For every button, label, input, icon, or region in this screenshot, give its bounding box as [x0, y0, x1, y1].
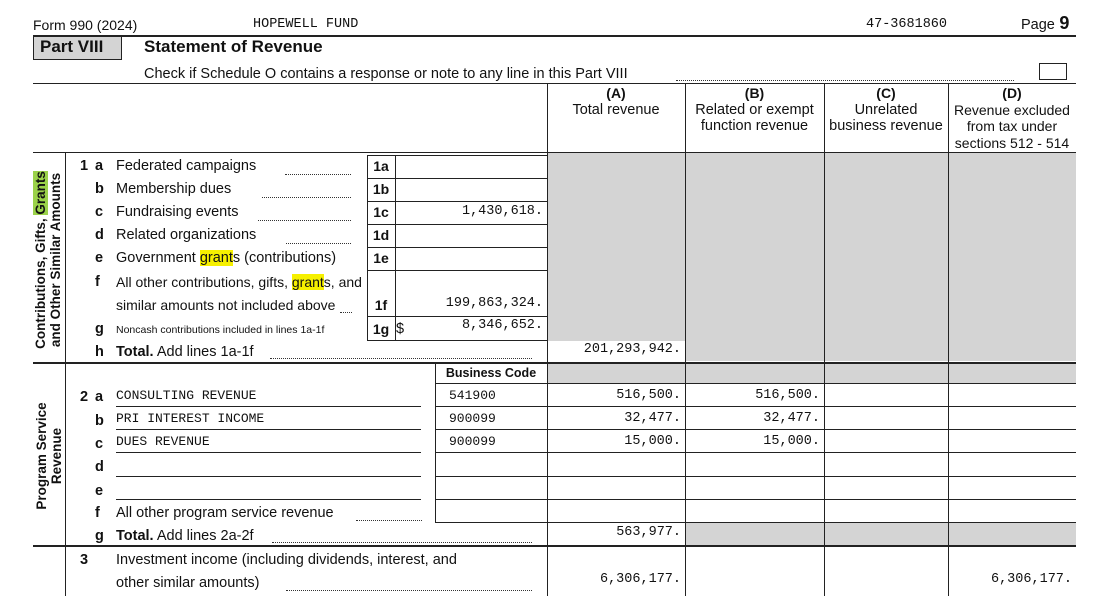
row-2f-text: All other program service revenue	[116, 505, 334, 521]
row-2b-total[interactable]: 32,477.	[624, 411, 681, 426]
ein: 47-3681860	[866, 17, 948, 32]
row-2a-total[interactable]: 516,500.	[616, 388, 681, 403]
row-1f-letter: f	[95, 274, 100, 290]
side-label-program-line1: Program Service	[34, 402, 49, 510]
row-2a-bottom	[435, 406, 1076, 407]
row-2d-letter: d	[95, 459, 104, 475]
col-c-line1: Unrelated	[854, 101, 918, 118]
desc-line-2c	[116, 452, 421, 453]
side-label-contrib-hl: Grants	[33, 171, 48, 215]
section2-bottom	[33, 545, 1076, 547]
col-header-bottom	[33, 152, 1076, 153]
row-2g-total-text: Add lines 2a-2f	[156, 528, 254, 544]
row-2g-dots	[272, 542, 532, 543]
row-1d-box: 1d	[372, 227, 390, 243]
col-header-d	[948, 85, 1076, 151]
row-1h-text	[116, 344, 254, 360]
box-row-1e	[367, 247, 547, 248]
table-top-rule	[33, 83, 1076, 84]
form-label: Form 990 (2024)	[33, 17, 138, 33]
line2-number: 2	[80, 389, 89, 405]
row-1f-text-pre: All other contributions, gifts,	[116, 274, 292, 290]
row-2a-related[interactable]: 516,500.	[755, 388, 820, 403]
col-a-line1: Total revenue	[572, 101, 660, 118]
col-a-left	[547, 83, 548, 596]
row-2b-letter: b	[95, 413, 104, 429]
line1-number: 1	[80, 158, 89, 174]
row-2c-desc[interactable]: DUES REVENUE	[116, 434, 210, 449]
line3-excluded[interactable]: 6,306,177.	[990, 572, 1072, 587]
row-1e-text-hl: grant	[199, 250, 233, 266]
row-1g-dollar: $	[396, 321, 405, 337]
row-1h-total-text: Add lines 1a-1f	[156, 344, 254, 360]
row-1a-text: Federated campaigns	[116, 158, 257, 174]
row-2c-related[interactable]: 15,000.	[763, 434, 820, 449]
part-label: Part VIII	[40, 37, 104, 56]
row-1c-box: 1c	[373, 204, 389, 220]
row-1e-box: 1e	[373, 250, 389, 266]
shade-1a-1g	[547, 153, 1076, 341]
box-row-1d	[367, 224, 547, 225]
row-1f-text-line2: similar amounts not included above	[116, 297, 336, 313]
page-indicator	[1021, 13, 1069, 34]
col-d-line3: sections 512 - 514	[954, 134, 1070, 151]
shade-2g	[685, 523, 1076, 545]
row-2a-code[interactable]: 541900	[449, 388, 496, 403]
col-c-letter: (C)	[876, 85, 896, 101]
row-1c-text: Fundraising events	[116, 204, 239, 220]
desc-line-2e	[116, 499, 421, 500]
row-1d-text: Related organizations	[116, 227, 257, 243]
line3-text2: other similar amounts)	[116, 575, 260, 591]
box-row-1a	[367, 155, 547, 156]
row-2c-letter: c	[95, 436, 104, 452]
row-1f-text-post: s, and	[323, 274, 362, 290]
row-1a-dots	[285, 174, 351, 175]
page-number: 9	[1059, 13, 1070, 33]
row-2f-letter: f	[95, 505, 100, 521]
row-2b-bottom	[435, 429, 1076, 430]
row-1e-text-post: s (contributions)	[232, 250, 337, 266]
box-row-1c	[367, 201, 547, 202]
row-1f-text-hl: grant	[291, 274, 324, 290]
page-label: Page	[1021, 17, 1055, 33]
row-1b-dots	[262, 197, 351, 198]
col-c-left	[824, 83, 825, 596]
row-2a-letter: a	[95, 389, 104, 405]
schedule-o-checkbox[interactable]	[1039, 63, 1067, 80]
row-1a-letter: a	[95, 158, 104, 174]
row-1h-dots	[270, 358, 532, 359]
col-d-letter: (D)	[1002, 85, 1022, 101]
org-name: HOPEWELL FUND	[253, 17, 359, 32]
desc-line-2a	[116, 406, 421, 407]
row-1a-box: 1a	[373, 158, 389, 174]
col-b-line1: Related or exempt	[695, 101, 814, 118]
row-1g-text: Noncash contributions included in lines 1a-1f	[116, 324, 325, 336]
row-2b-desc[interactable]: PRI INTEREST INCOME	[116, 411, 265, 426]
box-row-1b	[367, 178, 547, 179]
row-1h-letter: h	[95, 344, 104, 360]
desc-line-2b	[116, 429, 421, 430]
row-2f-bottom	[435, 522, 1076, 523]
col-d-left	[948, 83, 949, 596]
shade-1h	[685, 341, 1076, 361]
side-label-program-line2: Revenue	[49, 427, 64, 485]
row-1c-amount[interactable]: 1,430,618.	[461, 204, 543, 219]
row-2g-total-label: Total.	[116, 528, 154, 544]
box-row-end	[367, 340, 547, 341]
row-1g-letter: g	[95, 321, 104, 337]
box-row-1f	[367, 270, 547, 271]
row-1f-text	[116, 274, 362, 290]
col-b-letter: (B)	[744, 85, 765, 101]
col-header-c	[824, 85, 948, 135]
row-2b-related[interactable]: 32,477.	[763, 411, 820, 426]
row-1f-amount[interactable]: 199,863,324.	[445, 296, 543, 311]
section1-bottom	[33, 362, 1076, 364]
row-1e-letter: e	[95, 250, 104, 266]
row-1b-letter: b	[95, 181, 104, 197]
col-c-line2: business revenue	[829, 118, 943, 134]
line3-dots	[286, 590, 532, 591]
row-2b-code[interactable]: 900099	[449, 411, 496, 426]
row-1e-text	[116, 250, 336, 266]
box-row-1g	[367, 316, 547, 317]
row-1d-letter: d	[95, 227, 104, 243]
bizcode-header-bottom	[435, 383, 1076, 384]
row-1c-dots	[258, 220, 351, 221]
side-col-right	[65, 153, 66, 596]
side-label-program	[34, 391, 66, 521]
row-2a-desc[interactable]: CONSULTING REVENUE	[116, 388, 257, 403]
row-1e-text-pre: Government	[116, 250, 200, 266]
row-1g-box: 1g	[372, 321, 390, 337]
row-1h-total-label: Total.	[116, 344, 154, 360]
row-2c-bottom	[435, 452, 1076, 453]
row-2e-bottom	[435, 499, 1076, 500]
side-label-contrib-line2: and Other Similar Amounts	[48, 172, 63, 348]
row-1h-amount[interactable]: 201,293,942.	[583, 342, 681, 357]
col-b-line2: function revenue	[700, 118, 809, 134]
col-a-letter: (A)	[606, 85, 626, 101]
row-1b-box: 1b	[372, 181, 390, 197]
line3-total[interactable]: 6,306,177.	[599, 572, 681, 587]
row-2g-text	[116, 528, 254, 544]
col-header-b	[685, 85, 824, 135]
row-2g-amount[interactable]: 563,977.	[616, 525, 681, 540]
row-1f-box: 1f	[374, 297, 388, 313]
row-1b-text: Membership dues	[116, 181, 232, 197]
row-2f-dots	[356, 520, 422, 521]
row-1c-letter: c	[95, 204, 104, 220]
business-code-header: Business Code	[445, 366, 537, 380]
line3-number: 3	[80, 552, 89, 568]
shade-bizcode-row	[547, 363, 1076, 383]
box-label-right	[395, 155, 396, 341]
side-label-contributions	[33, 160, 65, 360]
row-2d-bottom	[435, 476, 1076, 477]
row-1f-dots	[340, 312, 352, 313]
part-title: Statement of Revenue	[144, 37, 323, 56]
row-1d-dots	[286, 243, 351, 244]
row-2e-letter: e	[95, 483, 104, 499]
col-d-line2: from tax under	[966, 118, 1058, 134]
row-2g-letter: g	[95, 528, 104, 544]
col-d-line1: Revenue excluded	[954, 101, 1070, 118]
schedule-o-text: Check if Schedule O contains a response or note to any line in this Part VIII	[144, 66, 628, 82]
col-header-a	[547, 85, 685, 118]
line3-text1: Investment income (including dividends, interest, and	[116, 552, 457, 568]
schedule-o-dots	[676, 80, 1014, 81]
row-1g-amount[interactable]: 8,346,652.	[461, 318, 543, 333]
row-2c-total[interactable]: 15,000.	[624, 434, 681, 449]
desc-line-2d	[116, 476, 421, 477]
side-label-contrib-pre: Contributions, Gifts,	[33, 214, 48, 349]
row-2c-code[interactable]: 900099	[449, 434, 496, 449]
col-b-left	[685, 83, 686, 596]
